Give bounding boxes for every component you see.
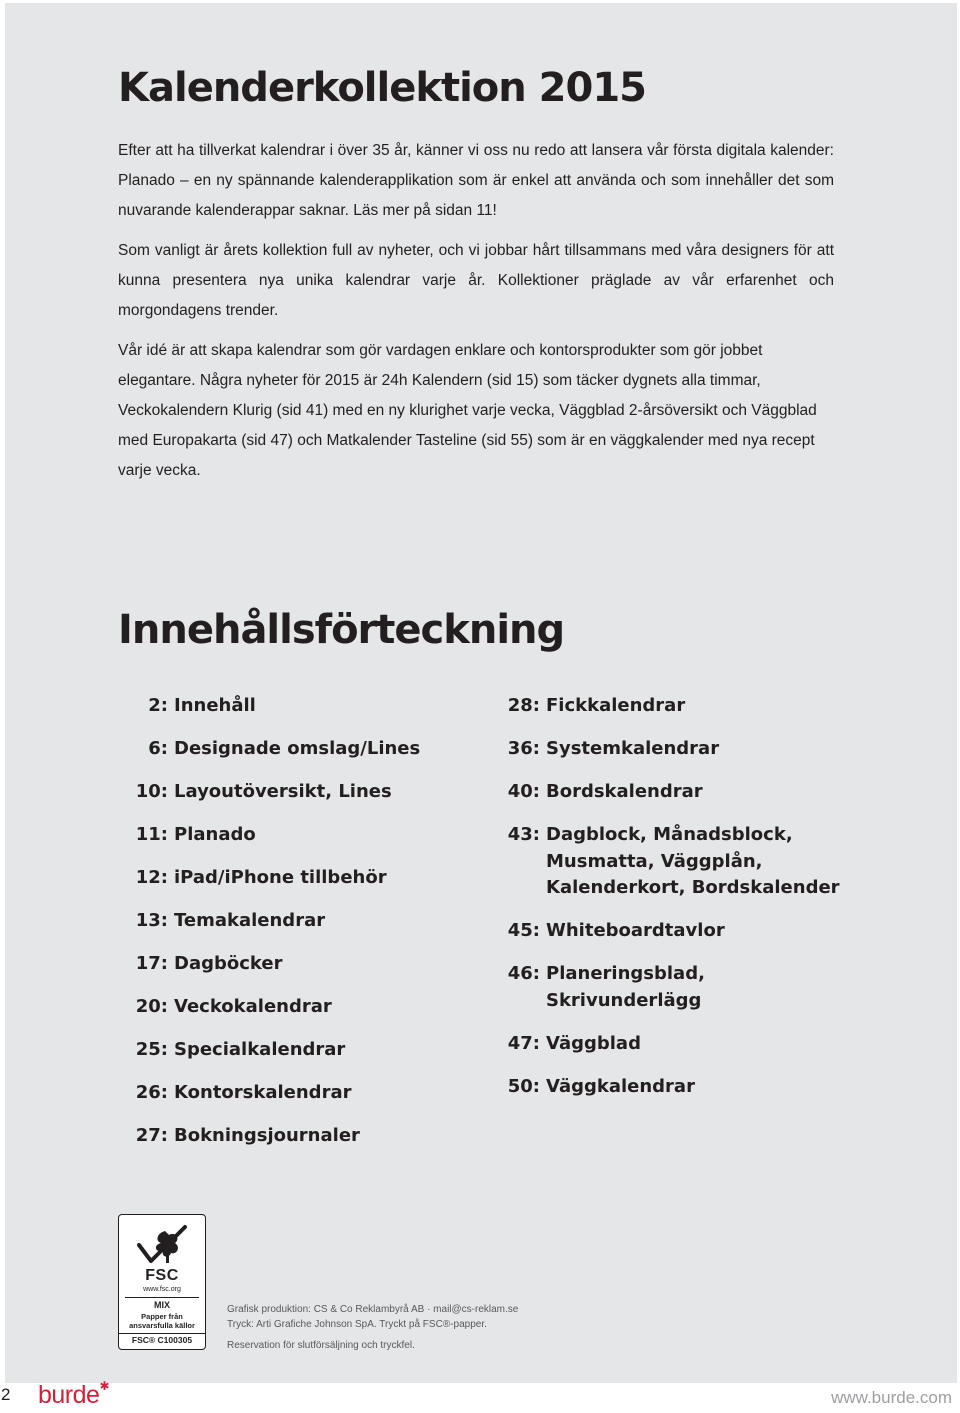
fsc-url: www.fsc.org <box>143 1286 181 1293</box>
fsc-tree-check-icon <box>135 1223 189 1267</box>
toc-item <box>118 779 474 806</box>
toc-label: Dagböcker <box>174 953 283 974</box>
toc-item <box>490 961 846 1014</box>
toc-label: Systemkalendrar <box>546 738 720 759</box>
toc-page-number: 17: <box>135 953 168 974</box>
burde-logo <box>38 1381 109 1410</box>
toc-label: Dagblock, Månadsblock, Musmatta, Väggplån, Kalenderkort, Bordskalender <box>546 824 840 898</box>
intro-paragraph: Vår idé är att skapa kalendrar som gör vardagen enklare och kontorsprodukter som gör jobbet elegantare. Några nyheter för 2015 är 24h Kalendern (sid 15) som täcker dygnets alla timmar, Veckokalendern Klurig (sid 41) med en ny klurighet varje vecka, Väggblad 2-årsöversikt och Väggblad med Europakarta (sid 47) och Matkalender Tasteline (sid 55) som är en väggkalender med nya recept varje vecka. <box>118 342 817 479</box>
website-link[interactable]: www.burde.com <box>831 1388 952 1407</box>
fsc-mix: MIX <box>153 1300 170 1310</box>
toc-page-number: 11: <box>135 824 168 845</box>
toc-item <box>118 908 474 935</box>
toc-label: Planado <box>174 824 256 845</box>
toc-title: Innehållsförteckning <box>118 607 565 653</box>
page-title: Kalenderkollektion 2015 <box>118 65 646 111</box>
toc-page-number: 26: <box>135 1082 168 1103</box>
toc-item <box>118 865 474 892</box>
fsc-divider <box>125 1297 199 1298</box>
toc-item <box>490 736 846 763</box>
toc-page-number: 47: <box>507 1032 540 1054</box>
toc-page-number: 36: <box>507 738 540 759</box>
toc-item <box>118 736 474 763</box>
toc-label: Väggblad <box>546 1032 641 1054</box>
fsc-logo <box>118 1214 206 1350</box>
toc-item <box>490 693 846 720</box>
toc-page-number: 43: <box>507 824 540 845</box>
toc-item <box>118 994 474 1021</box>
toc-item <box>490 1031 846 1058</box>
toc-label: iPad/iPhone tillbehör <box>174 867 387 888</box>
toc-page-number: 10: <box>135 781 168 802</box>
toc-label: Planeringsblad, Skrivunderlägg <box>546 963 705 1011</box>
toc-column-left <box>118 693 474 1166</box>
toc-column-right <box>490 693 846 1117</box>
fsc-code: FSC® C100305 <box>119 1333 205 1345</box>
intro-paragraph: Som vanligt är årets kollektion full av nyheter, och vi jobbar hårt tillsammans med våra designers för att kunna presentera nya unika kalendrar varje år. Kollektioner präglade av vår erfarenhet och morgondagens trender. <box>118 242 834 319</box>
toc-item <box>118 1123 474 1150</box>
toc-item <box>118 951 474 978</box>
toc-label: Fickkalendrar <box>546 695 686 716</box>
toc-label: Whiteboardtavlor <box>546 920 725 941</box>
toc-label: Kontorskalendrar <box>174 1082 352 1103</box>
page-number: 2 <box>1 1385 11 1404</box>
credits-print: Tryck: Arti Grafiche Johnson SpA. Tryckt på FSC®-papper. <box>227 1319 487 1330</box>
toc-label: Veckokalendrar <box>174 996 332 1017</box>
logo-text: burde <box>38 1381 100 1409</box>
toc-item <box>490 822 846 902</box>
fsc-mix-text: Papper från ansvarsfulla källor <box>129 1312 195 1330</box>
toc-page-number: 28: <box>507 695 540 716</box>
toc-item <box>490 918 846 945</box>
toc-item <box>118 693 474 720</box>
intro-paragraph: Efter att ha tillverkat kalendrar i över 35 år, känner vi oss nu redo att lansera vår första digitala kalender: Planado – en ny spännande kalenderapplikation som är enkel att använda och som innehåller det som nuvarande kalenderappar saknar. Läs mer på sidan 11! <box>118 142 834 219</box>
toc-item <box>490 779 846 806</box>
toc-page-number: 46: <box>507 963 540 984</box>
toc-item <box>118 1037 474 1064</box>
toc-label: Väggkalendrar <box>546 1075 695 1097</box>
credits <box>227 1302 518 1353</box>
toc-page-number: 50: <box>507 1075 540 1097</box>
toc-page-number: 12: <box>135 867 168 888</box>
toc-item <box>118 1080 474 1107</box>
toc-item <box>118 822 474 849</box>
toc-label: Bordskalendrar <box>546 781 703 802</box>
toc-label: Bokningsjournaler <box>174 1125 360 1146</box>
toc-page-number: 45: <box>507 920 540 941</box>
toc-label: Temakalendrar <box>174 910 326 931</box>
credits-production: Grafisk produktion: CS & Co Reklambyrå AB · mail@cs-reklam.se <box>227 1304 519 1315</box>
credits-reservation: Reservation för slutförsäljning och tryckfel. <box>227 1340 415 1351</box>
toc-page-number: 40: <box>507 781 540 802</box>
toc-page-number: 20: <box>135 996 168 1017</box>
toc-label: Specialkalendrar <box>174 1039 346 1060</box>
toc-label: Designade omslag/Lines <box>174 738 421 759</box>
toc-label: Innehåll <box>174 695 256 716</box>
logo-star-icon: ✱ <box>99 1379 110 1393</box>
toc-item <box>490 1074 846 1101</box>
toc-page-number: 27: <box>135 1125 168 1146</box>
toc-label: Layoutöversikt, Lines <box>174 781 392 802</box>
page-panel <box>5 3 957 1383</box>
fsc-brand: FSC <box>145 1267 179 1284</box>
toc-page-number: 13: <box>135 910 168 931</box>
intro-text <box>118 136 834 496</box>
toc-page-number: 2: <box>148 695 168 716</box>
toc-page-number: 25: <box>135 1039 168 1060</box>
toc-page-number: 6: <box>148 738 168 759</box>
